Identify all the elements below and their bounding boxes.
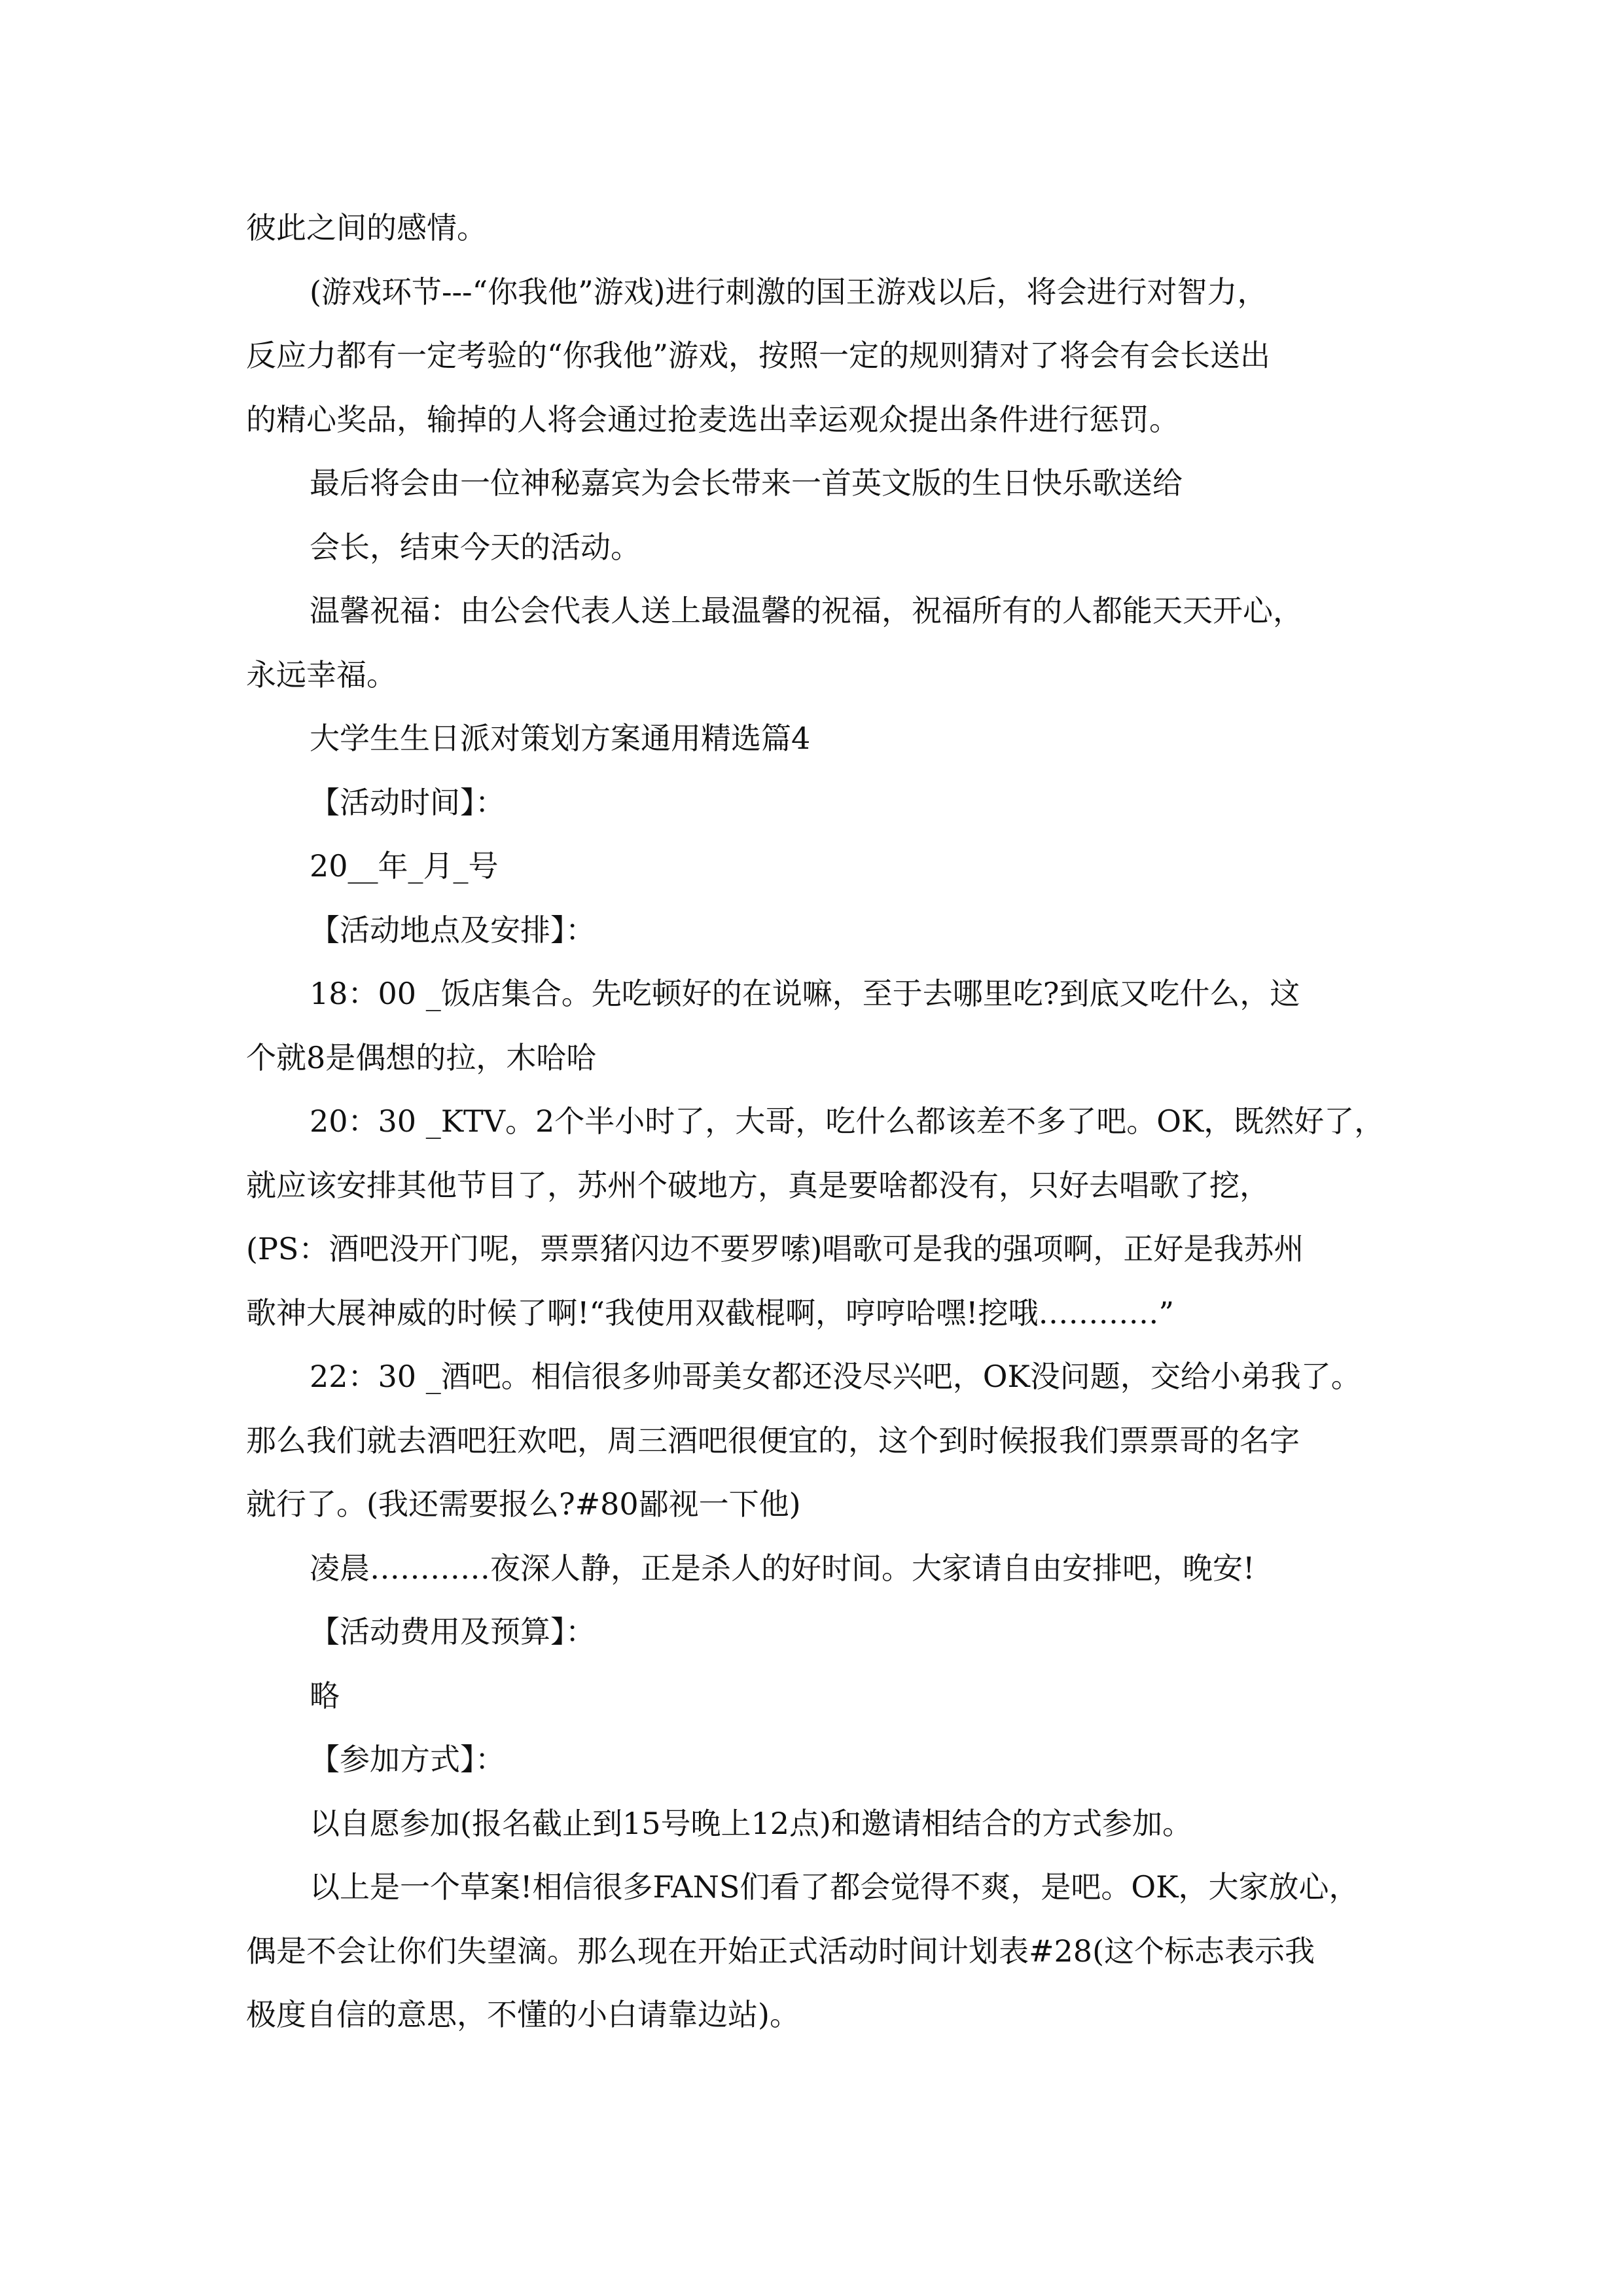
text-line: 20__年_月_号 [310,848,499,884]
text-line: 永远幸福。 [246,656,397,692]
text-line: 会长，结束今天的活动。 [310,529,641,565]
section-heading: 大学生生日派对策划方案通用精选篇4 [310,721,811,756]
text-line: 就应该安排其他节目了，苏州个破地方，真是要啥都没有，只好去唱歌了挖， [246,1167,1270,1203]
text-line: 就行了。(我还需要报么?#80鄙视一下他) [246,1486,801,1522]
text-line: (PS：酒吧没开门呢，票票猪闪边不要罗嗦)唱歌可是我的强项啊，正好是我苏州 [246,1231,1304,1266]
text-line: 彼此之间的感情。 [246,210,487,245]
text-line: 【活动时间】： [310,784,505,820]
text-line: 个就8是偶想的拉，木哈哈 [246,1039,597,1075]
text-line: 温馨祝福：由公会代表人送上最温馨的祝福，祝福所有的人都能天天开心， [310,593,1303,628]
text-line: 极度自信的意思，不懂的小白请靠边站)。 [246,1997,800,2032]
text-line: 以上是一个草案!相信很多FANS们看了都会觉得不爽，是吧。OK，大家放心， [310,1869,1359,1905]
text-line: 偶是不会让你们失望滴。那么现在开始正式活动时间计划表#28(这个标志表示我 [246,1933,1315,1969]
text-line: 22：30 _酒吧。相信很多帅哥美女都还没尽兴吧，OK没问题，交给小弟我了。 [310,1359,1361,1394]
text-line: 最后将会由一位神秘嘉宾为会长带来一首英文版的生日快乐歌送给 [310,465,1183,501]
text-line: 【活动费用及预算】： [310,1614,596,1649]
text-line: 凌晨…………夜深人静，正是杀人的好时间。大家请自由安排吧，晚安! [310,1550,1255,1586]
text-line: 18：00 _饭店集合。先吃顿好的在说嘛，至于去哪里吃?到底又吃什么，这 [310,976,1300,1011]
text-line: 反应力都有一定考验的“你我他”游戏，按照一定的规则猜对了将会有会长送出 [246,338,1271,373]
text-line: 那么我们就去酒吧狂欢吧，周三酒吧很便宜的，这个到时候报我们票票哥的名字 [246,1422,1300,1458]
text-line: 【活动地点及安排】： [310,912,596,948]
text-line: (游戏环节---“你我他”游戏)进行刺激的国王游戏以后，将会进行对智力， [310,274,1268,310]
text-line: 歌神大展神威的时候了啊!“我使用双截棍啊，哼哼哈嘿!挖哦…………” [246,1295,1175,1331]
text-line: 的精心奖品，输掉的人将会通过抢麦选出幸运观众提出条件进行惩罚。 [246,401,1179,437]
text-line: 略 [310,1677,340,1713]
text-line: 【参加方式】： [310,1742,505,1777]
text-line: 20：30 _KTV。2个半小时了，大哥，吃什么都该差不多了吧。OK，既然好了， [310,1103,1385,1139]
text-line: 以自愿参加(报名截止到15号晚上12点)和邀请相结合的方式参加。 [310,1805,1192,1841]
document-body [246,196,1385,2047]
